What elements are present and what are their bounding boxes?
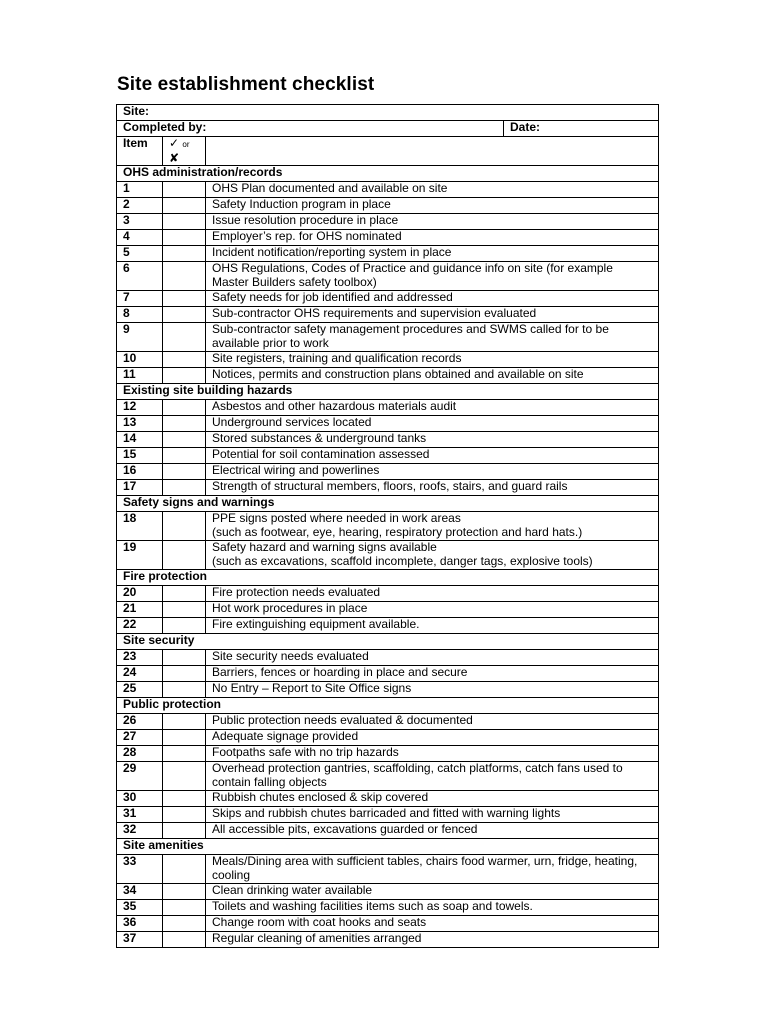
checklist-row: [117, 352, 659, 368]
item-number: 23: [117, 650, 163, 666]
item-number: 4: [117, 230, 163, 246]
checklist-row: [117, 432, 659, 448]
check-cell[interactable]: [163, 291, 206, 307]
item-description: Safety Induction program in place: [206, 198, 659, 214]
check-cell[interactable]: [163, 746, 206, 762]
item-number: 6: [117, 262, 163, 291]
item-description: PPE signs posted where needed in work areas (such as footwear, eye, hearing, respiratory protection and hard hats.): [206, 512, 659, 541]
item-description: Clean drinking water available: [206, 884, 659, 900]
check-cell[interactable]: [163, 352, 206, 368]
item-number: 32: [117, 823, 163, 839]
check-cell[interactable]: [163, 230, 206, 246]
item-number: 11: [117, 368, 163, 384]
section-row: [117, 496, 659, 512]
checklist-row: [117, 448, 659, 464]
checklist-row: [117, 541, 659, 570]
item-number: 2: [117, 198, 163, 214]
item-number: 16: [117, 464, 163, 480]
checklist-row: [117, 932, 659, 948]
check-cell[interactable]: [163, 586, 206, 602]
item-description: Notices, permits and construction plans obtained and available on site: [206, 368, 659, 384]
check-cell[interactable]: [163, 448, 206, 464]
checklist-row: [117, 512, 659, 541]
item-number: 9: [117, 323, 163, 352]
section-row: [117, 166, 659, 182]
check-cell[interactable]: [163, 512, 206, 541]
item-description: OHS Plan documented and available on site: [206, 182, 659, 198]
item-description: Change room with coat hooks and seats: [206, 916, 659, 932]
checklist-row: [117, 262, 659, 291]
checklist-row: [117, 650, 659, 666]
checklist-row: [117, 291, 659, 307]
item-column-header: Item: [117, 137, 163, 166]
check-cell[interactable]: [163, 900, 206, 916]
item-description: OHS Regulations, Codes of Practice and guidance info on site (for example Master Builders safety toolbox): [206, 262, 659, 291]
checklist-row: [117, 230, 659, 246]
item-description: Potential for soil contamination assessed: [206, 448, 659, 464]
item-description: Adequate signage provided: [206, 730, 659, 746]
site-row: [117, 105, 659, 121]
check-cell[interactable]: [163, 262, 206, 291]
check-cell[interactable]: [163, 762, 206, 791]
checklist-row: [117, 823, 659, 839]
item-description: Toilets and washing facilities items such as soap and towels.: [206, 900, 659, 916]
item-description: Sub-contractor OHS requirements and supervision evaluated: [206, 307, 659, 323]
section-heading: Safety signs and warnings: [117, 496, 659, 512]
item-description: Fire protection needs evaluated: [206, 586, 659, 602]
item-number: 35: [117, 900, 163, 916]
check-cell[interactable]: [163, 714, 206, 730]
check-cell[interactable]: [163, 368, 206, 384]
item-number: 28: [117, 746, 163, 762]
checklist-row: [117, 246, 659, 262]
item-description: Fire extinguishing equipment available.: [206, 618, 659, 634]
check-cell[interactable]: [163, 416, 206, 432]
item-description: Asbestos and other hazardous materials audit: [206, 400, 659, 416]
section-heading: Site security: [117, 634, 659, 650]
item-number: 20: [117, 586, 163, 602]
check-cell[interactable]: [163, 602, 206, 618]
item-description: Stored substances & underground tanks: [206, 432, 659, 448]
mark-column-header: [163, 137, 206, 166]
item-number: 21: [117, 602, 163, 618]
item-number: 24: [117, 666, 163, 682]
item-description: All accessible pits, excavations guarded or fenced: [206, 823, 659, 839]
item-number: 29: [117, 762, 163, 791]
checklist-row: [117, 900, 659, 916]
item-description: Site registers, training and qualification records: [206, 352, 659, 368]
item-number: 25: [117, 682, 163, 698]
check-cell[interactable]: [163, 307, 206, 323]
check-cell[interactable]: [163, 666, 206, 682]
checklist-row: [117, 198, 659, 214]
item-description: Strength of structural members, floors, roofs, stairs, and guard rails: [206, 480, 659, 496]
checklist-row: [117, 602, 659, 618]
check-cell[interactable]: [163, 650, 206, 666]
item-description: Rubbish chutes enclosed & skip covered: [206, 791, 659, 807]
checklist-body: [117, 105, 659, 948]
checklist-row: [117, 464, 659, 480]
checklist-row: [117, 400, 659, 416]
item-description: Electrical wiring and powerlines: [206, 464, 659, 480]
item-description: Skips and rubbish chutes barricaded and fitted with warning lights: [206, 807, 659, 823]
description-column-header: [206, 137, 659, 166]
item-description: Safety needs for job identified and addressed: [206, 291, 659, 307]
check-cell[interactable]: [163, 932, 206, 948]
check-cell[interactable]: [163, 182, 206, 198]
check-cell[interactable]: [163, 400, 206, 416]
item-description: Sub-contractor safety management procedures and SWMS called for to be available prior to work: [206, 323, 659, 352]
check-cell[interactable]: [163, 541, 206, 570]
checklist-row: [117, 746, 659, 762]
checklist-row: [117, 480, 659, 496]
date-label[interactable]: Date:: [510, 120, 541, 134]
item-header-row: [117, 137, 659, 166]
checklist-row: [117, 916, 659, 932]
checklist-row: [117, 682, 659, 698]
check-cell[interactable]: [163, 464, 206, 480]
checklist-row: [117, 618, 659, 634]
check-cell[interactable]: [163, 214, 206, 230]
section-heading: Public protection: [117, 698, 659, 714]
section-row: [117, 570, 659, 586]
item-number: 5: [117, 246, 163, 262]
page-title: Site establishment checklist: [117, 74, 375, 95]
checklist-row: [117, 586, 659, 602]
check-cell[interactable]: [163, 618, 206, 634]
item-number: 33: [117, 855, 163, 884]
item-description: Overhead protection gantries, scaffolding, catch platforms, catch fans used to contain falling objects: [206, 762, 659, 791]
item-description: Issue resolution procedure in place: [206, 214, 659, 230]
item-number: 12: [117, 400, 163, 416]
check-cell[interactable]: [163, 916, 206, 932]
item-number: 14: [117, 432, 163, 448]
section-row: [117, 839, 659, 855]
checklist-table: [116, 104, 659, 948]
section-heading: OHS administration/records: [117, 166, 659, 182]
section-row: [117, 698, 659, 714]
item-number: 17: [117, 480, 163, 496]
item-number: 19: [117, 541, 163, 570]
item-number: 13: [117, 416, 163, 432]
item-number: 37: [117, 932, 163, 948]
item-description: Safety hazard and warning signs available (such as excavations, scaffold incomplete, danger tags, explosive tools): [206, 541, 659, 570]
section-heading: Fire protection: [117, 570, 659, 586]
item-description: Employer’s rep. for OHS nominated: [206, 230, 659, 246]
checklist-row: [117, 855, 659, 884]
check-cell[interactable]: [163, 855, 206, 884]
completed-by-row: [117, 121, 659, 137]
cross-mark-icon: ✘: [169, 150, 180, 165]
item-number: 1: [117, 182, 163, 198]
item-number: 15: [117, 448, 163, 464]
checklist-row: [117, 323, 659, 352]
item-description: Underground services located: [206, 416, 659, 432]
section-row: [117, 384, 659, 400]
item-description: Regular cleaning of amenities arranged: [206, 932, 659, 948]
check-cell[interactable]: [163, 198, 206, 214]
item-description: Hot work procedures in place: [206, 602, 659, 618]
checklist-row: [117, 214, 659, 230]
checklist-row: [117, 182, 659, 198]
item-number: 18: [117, 512, 163, 541]
item-number: 36: [117, 916, 163, 932]
completed-by-label[interactable]: Completed by:: [117, 121, 504, 136]
check-cell[interactable]: [163, 823, 206, 839]
check-cell[interactable]: [163, 807, 206, 823]
item-description: Site security needs evaluated: [206, 650, 659, 666]
item-description: Meals/Dining area with sufficient tables, chairs food warmer, urn, fridge, heating, cooling: [206, 855, 659, 884]
check-cell[interactable]: [163, 432, 206, 448]
item-number: 27: [117, 730, 163, 746]
section-row: [117, 634, 659, 650]
checklist-row: [117, 666, 659, 682]
check-cell[interactable]: [163, 730, 206, 746]
item-number: 30: [117, 791, 163, 807]
checklist-row: [117, 416, 659, 432]
checklist-row: [117, 368, 659, 384]
item-number: 26: [117, 714, 163, 730]
check-cell[interactable]: [163, 480, 206, 496]
completed-by-cell: [117, 121, 659, 137]
check-cell[interactable]: [163, 884, 206, 900]
check-mark-icon: ✓: [169, 136, 180, 150]
item-description: Incident notification/reporting system in place: [206, 246, 659, 262]
item-number: 22: [117, 618, 163, 634]
check-cell[interactable]: [163, 682, 206, 698]
item-description: Footpaths safe with no trip hazards: [206, 746, 659, 762]
check-cell[interactable]: [163, 323, 206, 352]
site-label[interactable]: Site:: [117, 105, 659, 121]
item-description: No Entry – Report to Site Office signs: [206, 682, 659, 698]
mark-or-text: or: [182, 140, 190, 149]
checklist-row: [117, 791, 659, 807]
item-number: 3: [117, 214, 163, 230]
item-description: Public protection needs evaluated & documented: [206, 714, 659, 730]
checklist-row: [117, 807, 659, 823]
section-heading: Site amenities: [117, 839, 659, 855]
item-number: 31: [117, 807, 163, 823]
item-number: 10: [117, 352, 163, 368]
item-number: 34: [117, 884, 163, 900]
item-number: 7: [117, 291, 163, 307]
checklist-row: [117, 714, 659, 730]
section-heading: Existing site building hazards: [117, 384, 659, 400]
check-cell[interactable]: [163, 791, 206, 807]
check-cell[interactable]: [163, 246, 206, 262]
checklist-row: [117, 884, 659, 900]
checklist-row: [117, 762, 659, 791]
item-description: Barriers, fences or hoarding in place and secure: [206, 666, 659, 682]
item-number: 8: [117, 307, 163, 323]
checklist-row: [117, 307, 659, 323]
checklist-row: [117, 730, 659, 746]
